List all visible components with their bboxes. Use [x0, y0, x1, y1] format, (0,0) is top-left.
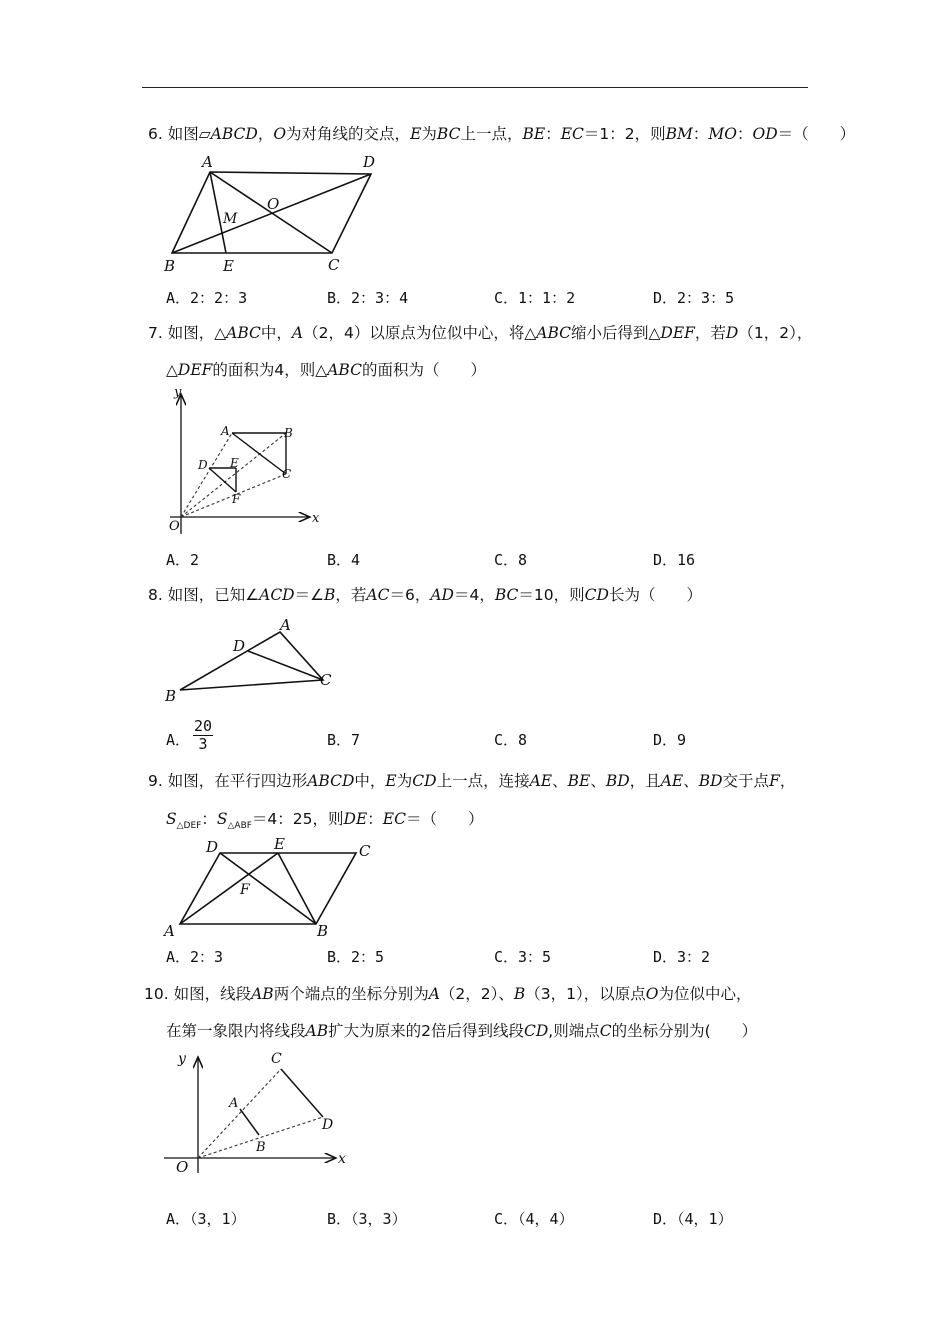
stem-text: CD — [584, 586, 609, 604]
stem-text: AE — [529, 772, 553, 790]
q7-label-E: E — [230, 456, 239, 470]
fraction-denominator: 3 — [198, 735, 208, 753]
q10-label-B: B — [256, 1140, 266, 1155]
stem-text: 如图，已知∠ — [167, 586, 260, 604]
q10-line-2 — [166, 1021, 757, 1041]
stem-text: DEF — [177, 361, 213, 379]
q9-label-E: E — [274, 835, 285, 853]
q8-label-C: C — [320, 671, 332, 689]
stem-text: BM — [665, 125, 693, 143]
stem-text: ，若 — [694, 324, 726, 342]
q7-option-d[interactable]: D．16 — [653, 551, 696, 569]
q7-line-1 — [148, 323, 812, 343]
stem-text: △ — [166, 361, 178, 379]
stem-text: （1，2）， — [738, 324, 813, 342]
stem-text: 上一点， — [460, 125, 523, 143]
stem-text: ，若 — [335, 586, 367, 604]
stem-text: ,则端点 — [548, 1022, 600, 1040]
stem-text: DEF — [660, 324, 695, 342]
stem-text: ，且 — [629, 772, 661, 790]
q6-option-c[interactable]: C．1：1：2 — [494, 289, 576, 307]
q6-option-d[interactable]: D．2：3：5 — [653, 289, 735, 307]
question-number: 7. — [148, 324, 168, 342]
q10-figure — [160, 1045, 360, 1180]
stem-text: 如图，△ — [167, 324, 227, 342]
stem-text: ＝（ ） — [777, 125, 856, 143]
stem-text: ： — [692, 125, 709, 143]
stem-text: ： — [367, 810, 383, 828]
q10-option-d[interactable]: D．（4，1） — [653, 1210, 733, 1228]
stem-text: BC — [436, 125, 461, 143]
fraction-numerator: 20 — [193, 717, 213, 735]
stem-text: ， — [779, 772, 796, 790]
stem-text: ABCD — [210, 125, 258, 143]
q10-label-O: O — [176, 1158, 189, 1176]
stem-text: S — [216, 810, 228, 828]
stem-text: E — [410, 125, 422, 143]
q10-label-A: A — [229, 1096, 239, 1111]
q7-option-b[interactable]: B．4 — [327, 551, 361, 569]
stem-text: EC — [382, 810, 406, 828]
q7-option-c[interactable]: C．8 — [494, 551, 528, 569]
stem-text: ACD — [259, 586, 295, 604]
stem-text: 的面积为4，则△ — [212, 361, 328, 379]
stem-text: 如图▱ — [167, 125, 211, 143]
q7-figure — [160, 382, 330, 542]
stem-text: AB — [251, 985, 274, 1003]
stem-text: 、 — [683, 772, 699, 790]
q7-label-O: O — [169, 519, 180, 534]
stem-text: F — [769, 772, 780, 790]
stem-text: 、 — [552, 772, 568, 790]
q7-label-B: B — [284, 426, 293, 440]
q10-label-y: y — [178, 1051, 186, 1067]
q6-label-E: E — [223, 257, 234, 275]
q6-option-a[interactable]: A．2：2：3 — [166, 289, 248, 307]
q9-figure — [160, 832, 385, 942]
q8-option-a[interactable]: A． — [166, 731, 191, 749]
q10-label-D: D — [322, 1117, 334, 1133]
stem-text: BC — [494, 586, 519, 604]
stem-text: B — [513, 985, 526, 1003]
q7-option-a[interactable]: A．2 — [166, 551, 200, 569]
q8-option-c[interactable]: C．8 — [494, 731, 528, 749]
stem-text: ＝10，则 — [518, 586, 585, 604]
stem-text: （2，4）以原点为位似中心，将△ — [303, 324, 537, 342]
q8-option-a-fraction — [193, 718, 213, 753]
q8-label-B: B — [165, 687, 177, 705]
stem-text: CD — [412, 772, 437, 790]
q7-label-x: x — [312, 511, 320, 526]
stem-text: EC — [560, 125, 584, 143]
q10-option-b[interactable]: B．（3，3） — [327, 1210, 407, 1228]
stem-text: 为对角线的交点， — [286, 125, 411, 143]
stem-text: AD — [430, 586, 454, 604]
stem-text: ＝1：2，则 — [583, 125, 666, 143]
q6-label-O: O — [267, 195, 280, 213]
stem-text: ABC — [536, 324, 571, 342]
q7-label-A: A — [221, 424, 230, 438]
stem-text: E — [385, 772, 397, 790]
stem-text: 上一点，连接 — [436, 772, 530, 790]
q9-label-C: C — [359, 842, 371, 860]
stem-text: O — [645, 985, 659, 1003]
stem-text: 在第一象限内将线段 — [166, 1022, 306, 1040]
stem-text: ABCD — [307, 772, 355, 790]
stem-text: OD — [752, 125, 778, 143]
question-number: 6. — [148, 125, 168, 143]
stem-text: AE — [660, 772, 684, 790]
stem-text: ： — [736, 125, 753, 143]
stem-text: MO — [708, 125, 737, 143]
stem-text: 长为（ ） — [608, 586, 702, 604]
stem-text: B — [324, 586, 336, 604]
q9-option-c[interactable]: C．3：5 — [494, 948, 552, 966]
stem-text: 缩小后得到△ — [570, 324, 661, 342]
stem-text: 的坐标分别为( ） — [611, 1022, 758, 1040]
q6-line-1 — [148, 124, 855, 144]
stem-text: （3，1），以原点 — [525, 985, 646, 1003]
stem-text: ： — [545, 125, 561, 143]
stem-text: 的面积为（ ） — [361, 361, 486, 379]
q7-label-y: y — [174, 385, 182, 400]
stem-text: ＝（ ） — [405, 810, 484, 828]
q9-line-1 — [148, 771, 795, 791]
q10-option-c[interactable]: C．（4，4） — [494, 1210, 574, 1228]
q10-label-C: C — [271, 1051, 282, 1067]
q8-option-b[interactable]: B．7 — [327, 731, 361, 749]
q8-option-d[interactable]: D．9 — [653, 731, 687, 749]
q6-figure — [160, 150, 390, 280]
stem-text: ＝∠ — [294, 586, 325, 604]
stem-text: 为位似中心， — [658, 985, 752, 1003]
stem-text: 扩大为原来的2倍后得到线段 — [328, 1022, 524, 1040]
q6-label-D: D — [363, 153, 376, 171]
stem-text: BE — [567, 772, 591, 790]
stem-text: 如图，在平行四边形 — [167, 772, 308, 790]
stem-text: 两个端点的坐标分别为 — [273, 985, 429, 1003]
stem-text: ＝4， — [453, 586, 495, 604]
q8-label-A: A — [280, 616, 291, 634]
q6-label-B: B — [164, 257, 176, 275]
stem-text: 为 — [396, 772, 413, 790]
q6-option-b[interactable]: B．2：3：4 — [327, 289, 409, 307]
stem-text: S — [166, 810, 177, 828]
stem-text: AB — [305, 1022, 329, 1040]
q7-line-2 — [166, 360, 486, 380]
stem-text: A — [428, 985, 440, 1003]
q9-option-b[interactable]: B．2：5 — [327, 948, 385, 966]
stem-text: ， — [257, 125, 274, 143]
question-number: 8. — [148, 586, 168, 604]
q8-figure — [160, 612, 345, 704]
q6-label-A: A — [202, 153, 213, 171]
q9-label-D: D — [206, 838, 219, 856]
stem-text: CD — [523, 1022, 549, 1040]
q9-option-d[interactable]: D．3：2 — [653, 948, 711, 966]
stem-text: BD — [605, 772, 630, 790]
q9-label-F: F — [240, 882, 250, 898]
stem-text: AC — [366, 586, 390, 604]
stem-text: D — [725, 324, 739, 342]
q6-label-C: C — [328, 256, 340, 274]
stem-text: A — [291, 324, 304, 342]
stem-text: （2，2）、 — [439, 985, 514, 1003]
stem-text: 中， — [260, 324, 292, 342]
question-number: 9. — [148, 772, 168, 790]
q9-label-A: A — [164, 922, 175, 940]
stem-text: BD — [698, 772, 723, 790]
q10-option-a[interactable]: A．（3，1） — [166, 1210, 246, 1228]
stem-text: ABC — [226, 324, 261, 342]
stem-text: ： — [201, 810, 217, 828]
q7-label-F: F — [232, 492, 241, 506]
q8-line-1 — [148, 585, 702, 605]
q6-label-M: M — [223, 211, 238, 227]
q7-label-D: D — [198, 458, 208, 472]
stem-text: △ABF — [227, 821, 252, 832]
stem-text: ＝4：25，则 — [251, 810, 344, 828]
header-rule — [142, 87, 808, 88]
q8-label-D: D — [233, 637, 246, 655]
question-number: 10. — [144, 985, 174, 1003]
q7-label-C: C — [282, 467, 292, 481]
stem-text: DE — [343, 810, 368, 828]
stem-text: 如图，线段 — [173, 985, 252, 1003]
q9-label-B: B — [317, 922, 329, 940]
stem-text: BE — [522, 125, 546, 143]
stem-text: ABC — [327, 361, 362, 379]
stem-text: O — [273, 125, 287, 143]
stem-text: 交于点 — [722, 772, 770, 790]
stem-text: 、 — [590, 772, 606, 790]
stem-text: C — [599, 1022, 612, 1040]
q10-line-1 — [144, 984, 752, 1004]
stem-text: ＝6， — [389, 586, 431, 604]
stem-text: △DEF — [176, 821, 202, 832]
q9-option-a[interactable]: A．2：3 — [166, 948, 224, 966]
stem-text: 为 — [421, 125, 437, 143]
stem-text: 中， — [354, 772, 386, 790]
q10-label-x: x — [338, 1151, 346, 1167]
